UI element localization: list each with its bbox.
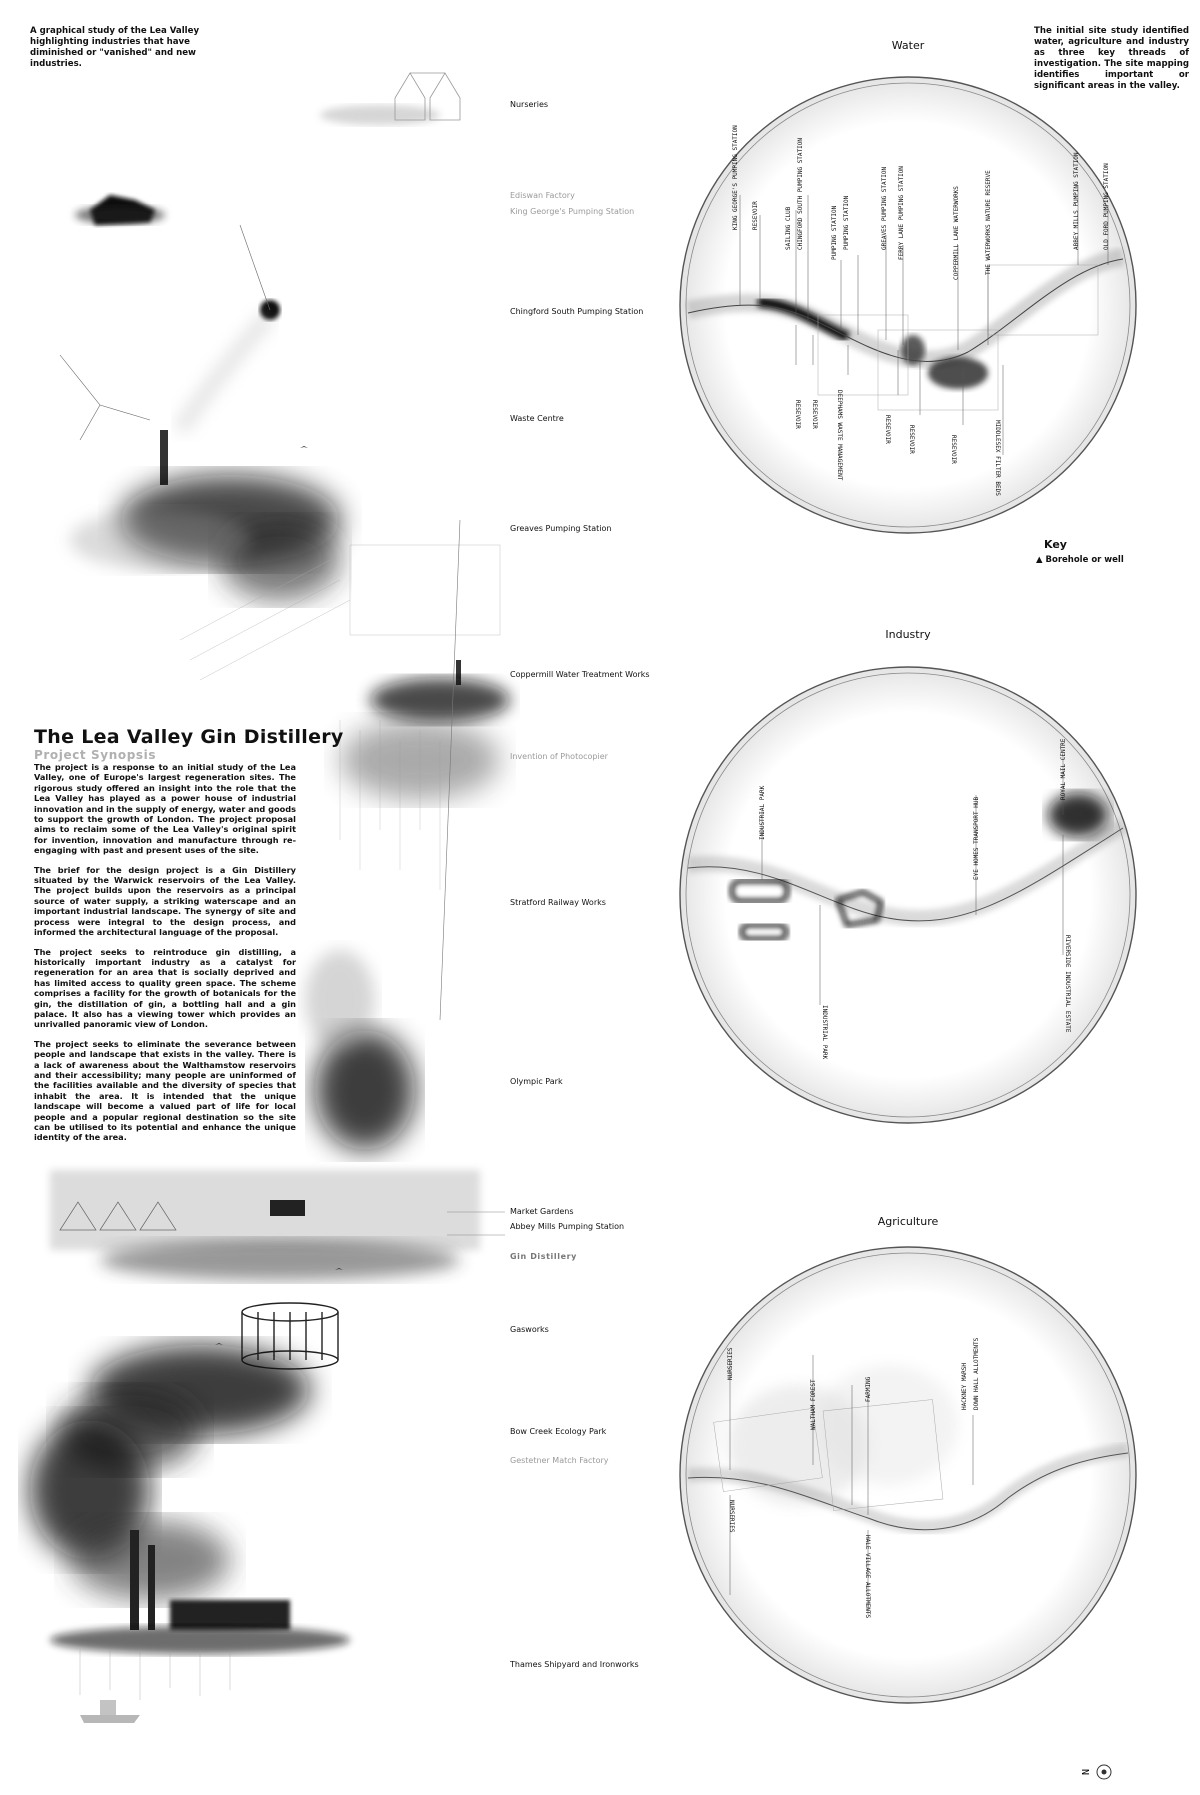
agriculture-label: NURSERIES: [728, 1500, 735, 1533]
water-label: MIDDLESEX FILTER BEDS: [994, 420, 1001, 496]
water-label: FERRY LANE PUMPING STATION: [898, 166, 905, 260]
industry-label: INDUSTRIAL PARK: [759, 785, 766, 840]
agriculture-map: [680, 1247, 1136, 1703]
timeline-label-ediswan-factory: Ediswan Factory: [510, 191, 575, 200]
water-label: PUMPING STATION: [843, 195, 850, 250]
water-label: PUMPING STATION: [831, 205, 838, 260]
synopsis-paragraph: The project seeks to eliminate the severance between people and landscape that exists in the valley. There is a lack of awareness about the Walthamstow reservoirs and their accessibility; many people are uninformed of the facilities available and the diversity of species that inhabit the area. It is intended that the unique landscape will become a valued part of life for local people and a popular regional destination so the site can be utilised to its potential and enhance the unique identity of the area.: [34, 1038, 296, 1143]
intro-text-right: The initial site study identified water, agriculture and industry as three key threads of investigation. The site mapping identifies important or significant areas in the valley.: [1034, 26, 1189, 91]
timeline-label-gin-distillery: Gin Distillery: [510, 1252, 577, 1261]
project-title: The Lea Valley Gin Distillery: [34, 726, 344, 748]
industry-label: EYE HOMES TRANSPORT HUB: [973, 796, 980, 880]
timeline-label-gasworks: Gasworks: [510, 1325, 549, 1334]
agriculture-map-title: Agriculture: [877, 1215, 939, 1228]
borehole-icon: ▲: [1036, 555, 1043, 565]
water-label: OLD FORD PUMPING STATION: [1103, 163, 1110, 250]
agriculture-label: WALTHAM FOREST: [810, 1379, 817, 1430]
timeline-label-gestetner: Gestetner Match Factory: [510, 1456, 609, 1465]
industry-map: [680, 667, 1136, 1123]
water-label: COPPERMILL LANE WATERWORKS: [953, 186, 960, 280]
synopsis-paragraph: The project is a response to an initial study of the Lea Valley, one of Europe's largest regeneration sites. The rigorous study offered an insight into the role that the Lea Valley has played as a power house of industrial innovation and in the supply of energy, water and goods to support the growth of London. The project proposal aims to reclaim some of the Lea Valley's original spirit for invention, innovation and manufacture through re-engaging with past and present uses of the site.: [34, 762, 296, 856]
industry-map-title: Industry: [885, 628, 931, 641]
timeline-label-market-gardens: Market Gardens: [510, 1207, 574, 1216]
project-synopsis: [34, 762, 296, 1152]
timeline-label-king-georges-pumping-station: King George's Pumping Station: [510, 207, 635, 216]
industry-label: ROYAL MAIL CENTRE: [1060, 738, 1067, 800]
agriculture-label: NURSERIES: [727, 1347, 734, 1380]
timeline-label-coppermill: Coppermill Water Treatment Works: [510, 670, 650, 679]
synopsis-paragraph: The project seeks to reintroduce gin distilling, a historically important industry as a catalyst for regeneration for an area that is socially deprived and has limited access to quality green space. The scheme comprises a facility for the growth of botanicals for the gin, the distillation of gin, a bottling hall and a gin palace. It also has a viewing tower which provides an unrivalled panoramic view of London.: [34, 946, 296, 1030]
timeline-label-bow-creek: Bow Creek Ecology Park: [510, 1427, 607, 1436]
timeline-label-nurseries: Nurseries: [510, 100, 549, 109]
timeline-label-thames-shipyard: Thames Shipyard and Ironworks: [510, 1660, 639, 1669]
water-label: RESEVOIR: [752, 201, 759, 230]
water-label: RESEVOIR: [794, 400, 801, 429]
synopsis-paragraph: The brief for the design project is a Gin Distillery situated by the Warwick reservoirs of the Lea Valley. The project builds upon the reservoirs as a principal source of water supply, a striking waterscape and an important industrial landscape. The synergy of site and process were integral to the design process, and informed the architectural language of the proposal.: [34, 864, 296, 938]
industry-label: RIVERSIDE INDUSTRIAL ESTATE: [1064, 935, 1071, 1033]
compass-icon: [1081, 1765, 1111, 1779]
agriculture-label: DOWN HALL ALLOTMENTS: [973, 1337, 980, 1410]
water-map: [680, 77, 1136, 533]
project-subtitle: Project Synopsis: [34, 748, 157, 762]
water-label: RESEVOIR: [908, 425, 915, 454]
water-label: CHINGFORD SOUTH PUMPING STATION: [797, 138, 804, 250]
timeline-label-waste-centre: Waste Centre: [510, 414, 564, 423]
water-label: ABBEY MILLS PUMPING STATION: [1073, 152, 1080, 250]
timeline-label-olympic-park: Olympic Park: [510, 1077, 563, 1086]
timeline-label-abbey-mills: Abbey Mills Pumping Station: [510, 1222, 625, 1231]
water-label: KING GEORGE'S PUMPING STATION: [732, 125, 739, 230]
agriculture-label: FARMING: [865, 1376, 872, 1402]
site-maps: [660, 50, 1200, 1790]
key-title: Key: [1044, 538, 1067, 551]
water-label: RESEVOIR: [884, 415, 891, 444]
agriculture-label: HALE VILLAGE ALLOTMENTS: [864, 1535, 871, 1619]
water-label: RESEVOIR: [811, 400, 818, 429]
water-label: DEEPHAMS WASTE MANAGEMENT: [836, 390, 843, 481]
water-label: GREAVES PUMPING STATION: [881, 166, 888, 250]
compass-label: N: [1081, 1768, 1092, 1775]
water-label: SAILING CLUB: [785, 206, 792, 250]
key-borehole-label: Borehole or well: [1045, 555, 1124, 565]
water-map-title: Water: [891, 39, 925, 52]
industry-label: INDUSTRIAL PARK: [821, 1005, 828, 1060]
timeline-label-photocopier: Invention of Photocopier: [510, 752, 608, 761]
water-label: THE WATERWORKS NATURE RESERVE: [985, 170, 992, 275]
timeline-label-chingford-south: Chingford South Pumping Station: [510, 307, 644, 316]
intro-text-left: A graphical study of the Lea Valley highlighting industries that have diminished or "vanished" and new industries.: [30, 26, 200, 69]
timeline-label-stratford-railway: Stratford Railway Works: [510, 898, 606, 907]
timeline-label-greaves: Greaves Pumping Station: [510, 524, 612, 533]
agriculture-label: HACKNEY MARSH: [961, 1363, 968, 1410]
water-label: RESEVOIR: [950, 435, 957, 464]
